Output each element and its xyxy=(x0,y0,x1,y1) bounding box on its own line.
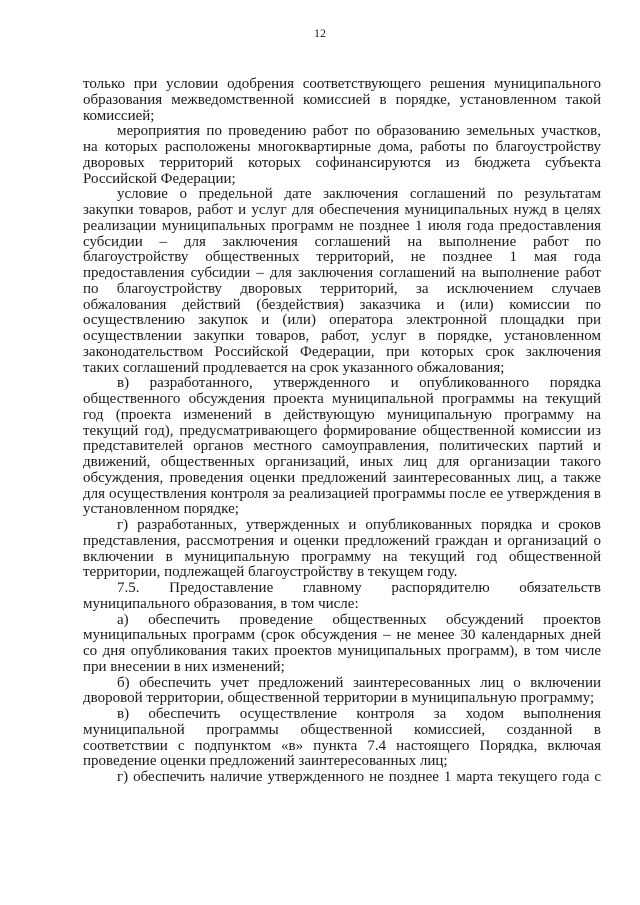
text-line: муниципальных программ (срок обсуждения – не менее 30 календарных дней xyxy=(83,627,601,644)
text-line: благоустройству общественных территорий, не позднее 1 мая года xyxy=(83,249,601,266)
text-line: комиссией; xyxy=(83,107,155,124)
text-line: таких соглашений продлевается на срок указанного обжалования; xyxy=(83,359,505,376)
text-line: закупки товаров, работ и услуг для обеспечения муниципальных нужд в целях xyxy=(83,202,601,218)
text-line: по благоустройству дворовых территорий, за исключением случаев xyxy=(83,280,601,297)
text-line: а) обеспечить проведение общественных обсуждений проектов xyxy=(117,611,601,628)
text-line: только при условии одобрения соответствующего решения муниципального xyxy=(83,76,601,92)
text-line: обжалования действий (бездействия) заказчика и (или) комиссии по xyxy=(83,296,601,313)
text-line: для осуществления контроля за реализацией программы после ее утверждения в xyxy=(83,485,601,502)
text-line: реализации муниципальных программ не позднее 1 июля года предоставления xyxy=(83,217,601,234)
page-number: 12 xyxy=(314,26,326,40)
text-line: при внесении в них изменений; xyxy=(83,658,285,675)
document-body xyxy=(83,77,601,786)
text-line: Российской Федерации; xyxy=(83,170,236,187)
text-line: обсуждения, проведения оценки предложений заинтересованных лиц, а также xyxy=(83,469,601,486)
text-line: законодательством Российской Федерации, при которых срок заключения xyxy=(83,343,601,360)
text-line: представления, рассмотрения и оценки предложений граждан и организаций о xyxy=(83,532,601,549)
text-line: дворовой территории, общественной территории в муниципальную программу; xyxy=(83,690,595,707)
text-line: текущий год), предусматривающего формирование общественной комиссии из xyxy=(83,422,601,439)
text-line: образования межведомственной комиссией в порядке, установленном такой xyxy=(83,91,601,108)
text-line: муниципальной программы общественной комиссией, созданной в xyxy=(83,721,601,738)
text-line: соответствии с подпунктом «в» пункта 7.4 настоящего Порядка, включая xyxy=(83,737,601,754)
text-line: мероприятия по проведению работ по образованию земельных участков, xyxy=(117,123,601,140)
text-line: предоставления субсидии – для заключения соглашений на выполнение работ xyxy=(83,265,601,281)
text-line: установленном порядке; xyxy=(83,501,239,518)
text-line: представителей органов местного самоуправления, политических партий и xyxy=(83,438,601,455)
text-line: б) обеспечить учет предложений заинтересованных лиц о включении xyxy=(117,674,601,691)
text-line: в) разработанного, утвержденного и опубликованного порядка xyxy=(117,375,601,392)
text-line: территории, подлежащей благоустройству в текущем году. xyxy=(83,564,458,581)
text-line: в) обеспечить осуществление контроля за ходом выполнения xyxy=(117,706,601,722)
text-line: включении в муниципальную программу на текущий год общественной xyxy=(83,548,601,565)
text-line: 7.5. Предоставление главному распорядителю обязательств xyxy=(117,580,601,596)
text-line: г) обеспечить наличие утвержденного не позднее 1 марта текущего года с xyxy=(117,769,601,785)
text-line: г) разработанных, утвержденных и опубликованных порядка и сроков xyxy=(117,517,601,533)
text-line: проведение оценки предложений заинтересованных лиц; xyxy=(83,753,448,770)
text-line: общественного обсуждения проекта муниципальной программы на текущий xyxy=(83,391,601,407)
text-line: движений, общественных организаций, иных лиц для организации такого xyxy=(83,454,601,470)
text-line: дворовых территорий которых софинансируются из бюджета субъекта xyxy=(83,154,601,171)
text-line: субсидии – для заключения соглашений на выполнение работ по xyxy=(83,233,601,250)
text-line: со дня опубликования таких проектов муниципальных программ), в том числе xyxy=(83,643,601,659)
text-line: осуществлении закупки товаров, работ, услуг в порядке, установленном xyxy=(83,328,601,344)
text-line: условие о предельной дате заключения соглашений по результатам xyxy=(117,186,601,203)
text-line: муниципального образования, в том числе: xyxy=(83,595,359,612)
text-line: на которых расположены многоквартирные дома, работы по благоустройству xyxy=(83,139,601,155)
text-line: осуществлению закупок и (или) оператора электронной площадки при xyxy=(83,312,601,329)
text-line: год (проекта изменений в действующую муниципальную программу на xyxy=(83,406,601,423)
